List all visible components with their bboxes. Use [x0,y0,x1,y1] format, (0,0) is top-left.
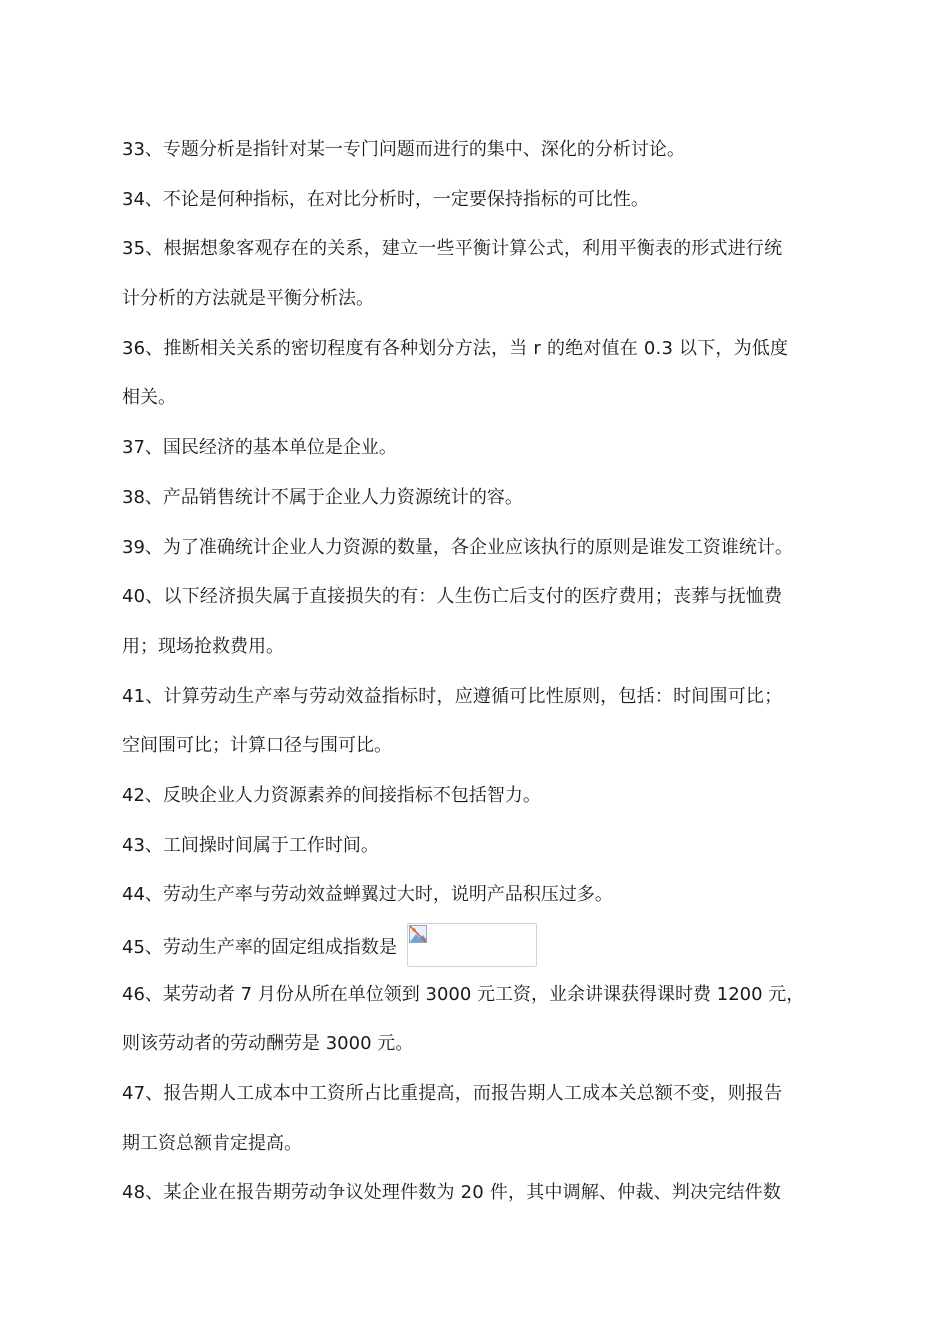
formula-image-placeholder [407,923,537,967]
text-line-33: 33、专题分析是指针对某一专门问题而进行的集中、深化的分析讨论。 [122,139,685,160]
document-body [122,131,834,1224]
text-line-36b: 相关。 [122,387,176,409]
text-line-40a: 40、以下经济损失属于直接损失的有：人生伤亡后支付的医疗费用；丧葬与抚恤费 [122,586,783,608]
text-line-43: 43、工间操时间属于工作时间。 [122,834,379,856]
broken-image-icon [409,925,427,943]
text-line-48a: 48、某企业在报告期劳动争议处理件数为 20 件，其中调解、仲裁、判决完结件数 [122,1182,782,1204]
text-line-46b: 则该劳动者的劳动酬劳是 3000 元。 [122,1033,414,1055]
text-line-38: 38、产品销售统计不属于企业人力资源统计的容。 [122,486,523,508]
text-line-47a: 47、报告期人工成本中工资所占比重提高，而报告期人工成本关总额不变，则报告 [122,1083,783,1105]
text-line-46a: 46、某劳动者 7 月份从所在单位领到 3000 元工资，业余讲课获得课时费 1200 元， [122,983,805,1005]
text-line-35b: 计分析的方法就是平衡分析法。 [122,288,374,310]
text-line-41b: 空间围可比；计算口径与围可比。 [122,735,392,757]
text-line-40b: 用；现场抢救费用。 [122,635,284,657]
text-line-42: 42、反映企业人力资源素养的间接指标不包括智力。 [122,784,541,806]
text-line-35a: 35、根据想象客观存在的关系，建立一些平衡计算公式，利用平衡表的形式进行统 [122,238,783,260]
text-line-37: 37、国民经济的基本单位是企业。 [122,437,397,459]
text-line-34: 34、不论是何种指标，在对比分析时，一定要保持指标的可比性。 [122,188,649,210]
text-line-45-row [122,926,834,976]
text-line-47b: 期工资总额肯定提高。 [122,1132,302,1154]
text-line-36a: 36、推断相关关系的密切程度有各种划分方法，当 r 的绝对值在 0.3 以下，为低度 [122,337,789,359]
text-line-44: 44、劳动生产率与劳动效益蝉翼过大时，说明产品积压过多。 [122,884,613,906]
text-line-41a: 41、计算劳动生产率与劳动效益指标时，应遵循可比性原则，包括：时间围可比； [122,685,783,707]
text-line-45: 45、劳动生产率的固定组成指数是 [122,937,397,958]
text-line-39: 39、为了准确统计企业人力资源的数量，各企业应该执行的原则是谁发工资谁统计。 [122,536,793,558]
